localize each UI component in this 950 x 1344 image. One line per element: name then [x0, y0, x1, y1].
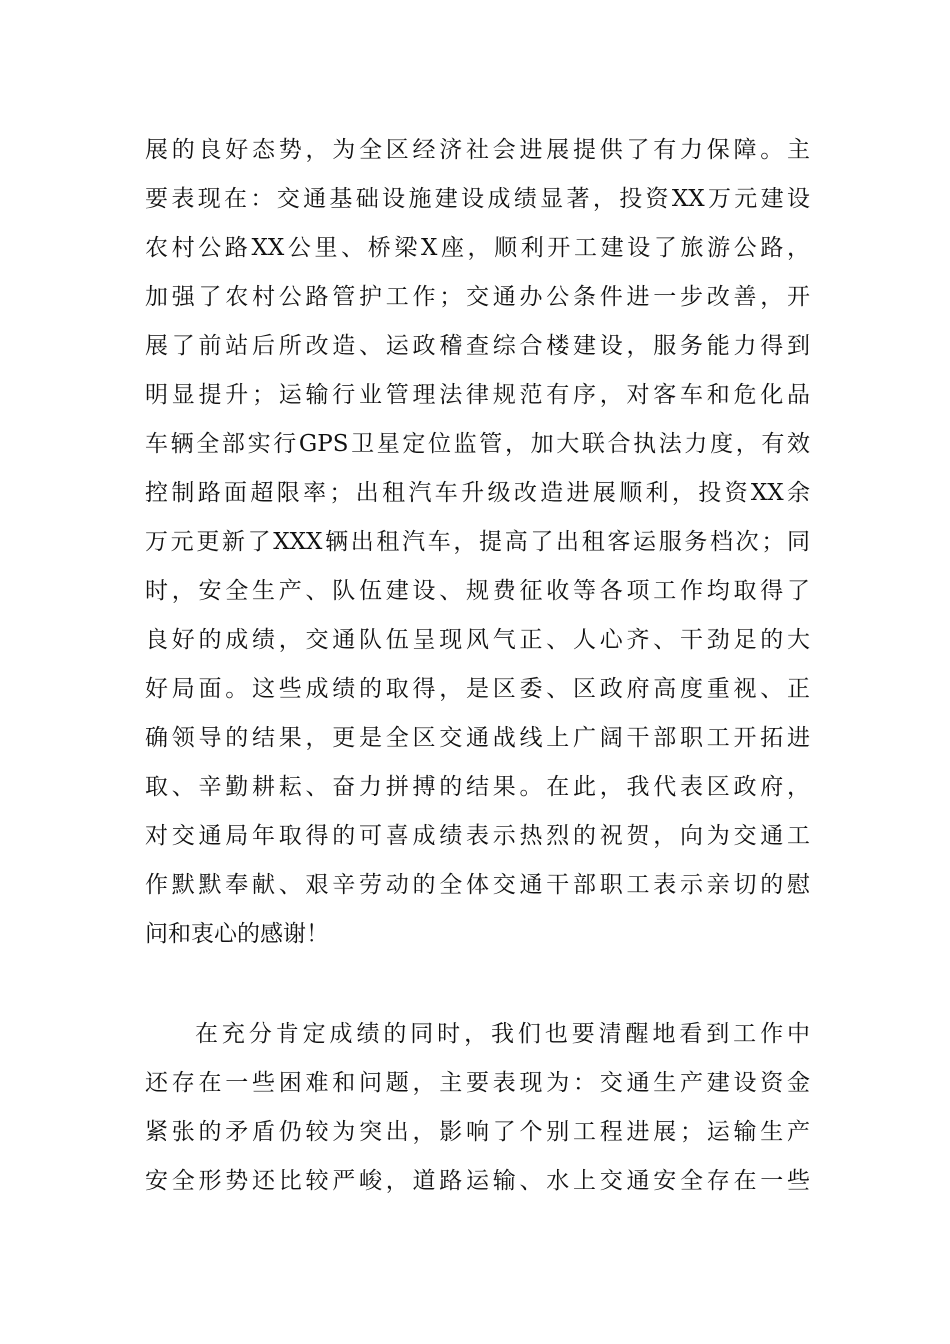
paragraph-2-line-first: 在充分肯定成绩的同时，我们也要清醒地看到工作中 [195, 1021, 810, 1047]
paragraph-1-line-last: 问和衷心的感谢！ [145, 921, 329, 947]
paragraph-1-line: 展的良好态势，为全区经济社会进展提供了有力保障。主 [145, 137, 810, 163]
paragraph-2-line: 安全形势还比较严峻，道路运输、水上交通安全存在一些 [145, 1168, 810, 1194]
paragraph-1-line: 加强了农村公路管护工作；交通办公条件进一步改善，开 [145, 284, 810, 310]
paragraph-1-line: 时，安全生产、队伍建设、规费征收等各项工作均取得了 [145, 578, 810, 604]
paragraph-1-line: 万元更新了XXX辆出租汽车，提高了出租客运服务档次；同 [145, 529, 810, 555]
paragraph-1-line: 对交通局年取得的可喜成绩表示热烈的祝贺，向为交通工 [145, 823, 810, 849]
paragraph-2-line: 还存在一些困难和问题，主要表现为：交通生产建设资金 [145, 1070, 810, 1096]
paragraph-2-line: 紧张的矛盾仍较为突出，影响了个别工程进展；运输生产 [145, 1119, 810, 1145]
paragraph-1-line: 要表现在：交通基础设施建设成绩显著，投资XX万元建设 [145, 186, 810, 212]
paragraph-1-line: 作默默奉献、艰辛劳动的全体交通干部职工表示亲切的慰 [145, 872, 810, 898]
paragraph-1-line: 展了前站后所改造、运政稽查综合楼建设，服务能力得到 [145, 333, 810, 359]
paragraph-1-line: 好局面。这些成绩的取得，是区委、区政府高度重视、正 [145, 676, 810, 702]
paragraph-1-line: 控制路面超限率；出租汽车升级改造进展顺利，投资XX余 [145, 480, 810, 506]
paragraph-1-line: 良好的成绩，交通队伍呈现风气正、人心齐、干劲足的大 [145, 627, 810, 653]
paragraph-1-line: 农村公路XX公里、桥梁X座，顺利开工建设了旅游公路， [145, 235, 810, 261]
paragraph-1-line: 明显提升；运输行业管理法律规范有序，对客车和危化品 [145, 382, 810, 408]
paragraph-1-line: 确领导的结果，更是全区交通战线上广阔干部职工开拓进 [145, 725, 810, 751]
paragraph-1-line: 取、辛勤耕耘、奋力拼搏的结果。在此，我代表区政府， [145, 774, 810, 800]
paragraph-1-line: 车辆全部实行GPS卫星定位监管，加大联合执法力度，有效 [145, 431, 810, 457]
